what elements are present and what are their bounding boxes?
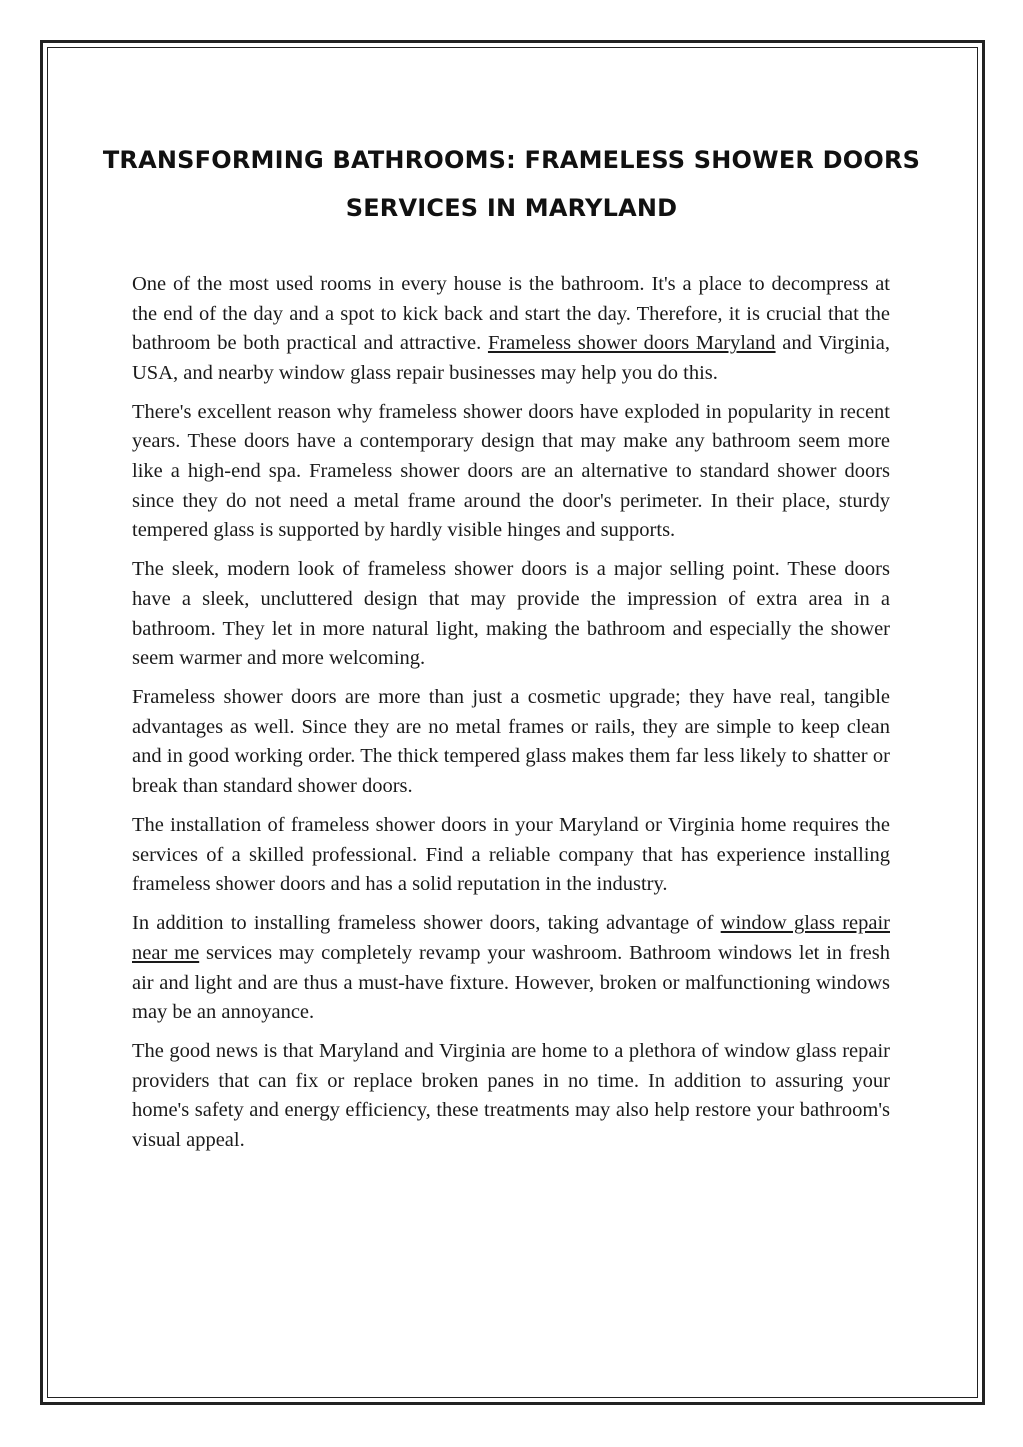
paragraph-advantages: Frameless shower doors are more than just a cosmetic upgrade; they have real, tangible advantages as well. Since they are no metal frames or rails, they are simple to keep clean and in good working order. The thick tempered glass makes them far less likely to shatter or break than standard shower doors.: [132, 686, 890, 797]
paragraph-window-repair-text-before: In addition to installing frameless shower doors, taking advantage of: [132, 912, 721, 935]
paragraph-good-news: The good news is that Maryland and Virginia are home to a plethora of window glass repair providers that can fix or replace broken panes in no time. In addition to assuring your home's safety and energy efficiency, these treatments may also help restore your bathroom's visual appeal.: [132, 1040, 890, 1152]
article-body: [132, 270, 890, 1165]
page-title: TRANSFORMING BATHROOMS: FRAMELESS SHOWER DOORS SERVICES IN MARYLAND: [102, 146, 921, 222]
frameless-shower-doors-maryland-link[interactable]: Frameless shower doors Maryland: [487, 332, 776, 355]
paragraph-window-repair: [132, 909, 890, 1027]
paragraph-modern-look: The sleek, modern look of frameless shower doors is a major selling point. These doors have a sleek, uncluttered design that may provide the impression of extra area in a bathroom. They let in more natural light, making the bathroom and especially the shower seem warmer and more welcoming.: [132, 558, 890, 670]
paragraph-intro-text-before: One of the most used rooms in every house is the bathroom. It's a place to decompress at the end of the day and a spot to kick back and start the day. Therefore, it is crucial that the bathroom be both practical and attractive.: [132, 273, 890, 355]
window-glass-repair-link[interactable]: window glass repair near me: [132, 912, 890, 964]
paragraph-intro-text-after: and Virginia, USA, and nearby window glass repair businesses may help you do this.: [132, 332, 890, 384]
paragraph-popularity: There's excellent reason why frameless shower doors have exploded in popularity in recent years. These doors have a contemporary design that may make any bathroom seem more like a high-end spa. Frameless shower doors are an alternative to standard shower doors since they do not need a metal frame around the door's perimeter. In their place, sturdy tempered glass is supported by hardly visible hinges and supports.: [132, 400, 890, 542]
paragraph-intro: [132, 270, 890, 388]
paragraph-installation: The installation of frameless shower doors in your Maryland or Virginia home requires the services of a skilled professional. Find a reliable company that has experience installing frameless shower doors and has a solid reputation in the industry.: [132, 814, 890, 896]
paragraph-window-repair-text-after: services may completely revamp your washroom. Bathroom windows let in fresh air and light and are thus a must-have fixture. However, broken or malfunctioning windows may be an annoyance.: [132, 941, 890, 1024]
